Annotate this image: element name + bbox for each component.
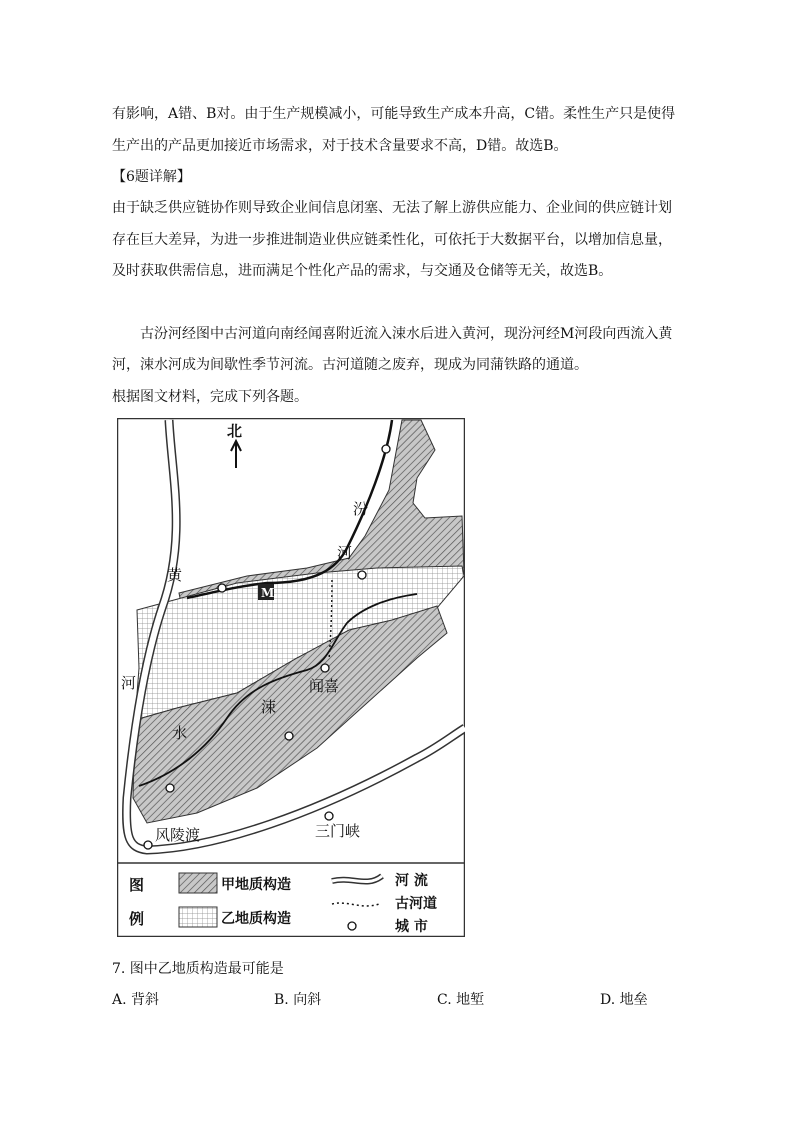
legend-title-2: 例 — [129, 910, 145, 928]
text-line: 存在巨大差异，为进一步推进制造业供应链柔性化，可依托于大数据平台，以增加信息量， — [112, 232, 672, 248]
city-marker — [218, 584, 226, 592]
legend-jia-swatch — [179, 873, 217, 893]
north-label: 北 — [227, 422, 243, 440]
city-marker — [144, 841, 152, 849]
answer-options — [112, 989, 672, 1009]
legend-city: 城 市 — [395, 919, 428, 935]
legend-jia: 甲地质构造 — [221, 877, 291, 893]
city-marker — [166, 784, 174, 792]
section-heading: 【6题详解】 — [112, 169, 191, 185]
label-huang-1: 黄 — [167, 566, 183, 584]
label-su-2: 水 — [172, 724, 188, 742]
legend-old-river: 古河道 — [395, 896, 437, 912]
label-huang-2: 河 — [121, 674, 137, 692]
option-b[interactable]: B. 向斜 — [274, 992, 322, 1008]
label-fen-1: 汾 — [353, 500, 369, 518]
legend-city-icon — [348, 922, 356, 930]
legend-yi: 乙地质构造 — [221, 911, 291, 927]
city-marker — [382, 445, 390, 453]
text-line: 有影响，A错、B对。由于生产规模减小，可能导致生产成本升高，C错。柔性生产只是使得 — [112, 106, 676, 122]
text-line: 生产出的产品更加接近市场需求，对于技术含量要求不高，D错。故选B。 — [112, 138, 568, 154]
label-su-1: 涑 — [261, 698, 277, 716]
legend-title-1: 图 — [129, 876, 145, 894]
intro-line: 河，涑水河成为间歇性季节河流。古河道随之废弃，现成为同蒲铁路的通道。 — [112, 357, 588, 373]
city-marker — [358, 571, 366, 579]
option-d[interactable]: D. 地垒 — [600, 992, 648, 1008]
intro-line: 古汾河经图中古河道向南经闻喜附近流入涑水后进入黄河，现汾河经M河段向西流入黄 — [140, 326, 673, 342]
city-wenxi: 闻喜 — [309, 677, 340, 695]
city-marker — [285, 732, 293, 740]
intro-line: 根据图文材料，完成下列各题。 — [112, 389, 308, 405]
text-line: 由于缺乏供应链协作则导致企业间信息闭塞、无法了解上游供应能力、企业间的供应链计划 — [112, 200, 672, 216]
city-fenglingdu: 风陵渡 — [155, 826, 201, 844]
text-line: 及时获取供需信息，进而满足个性化产品的需求，与交通及仓储等无关，故选B。 — [112, 263, 613, 279]
city-sanmenxia: 三门峡 — [315, 822, 361, 840]
label-m: M — [261, 586, 275, 600]
legend-river: 河 流 — [395, 873, 428, 889]
label-fen-2: 河 — [337, 544, 353, 562]
city-marker — [321, 664, 329, 672]
city-marker — [325, 812, 333, 820]
option-a[interactable]: A. 背斜 — [112, 992, 160, 1008]
question-stem: 7. 图中乙地质构造最可能是 — [112, 961, 284, 977]
geology-map — [117, 418, 465, 937]
option-c[interactable]: C. 地堑 — [437, 992, 485, 1008]
legend-yi-swatch — [179, 907, 217, 927]
